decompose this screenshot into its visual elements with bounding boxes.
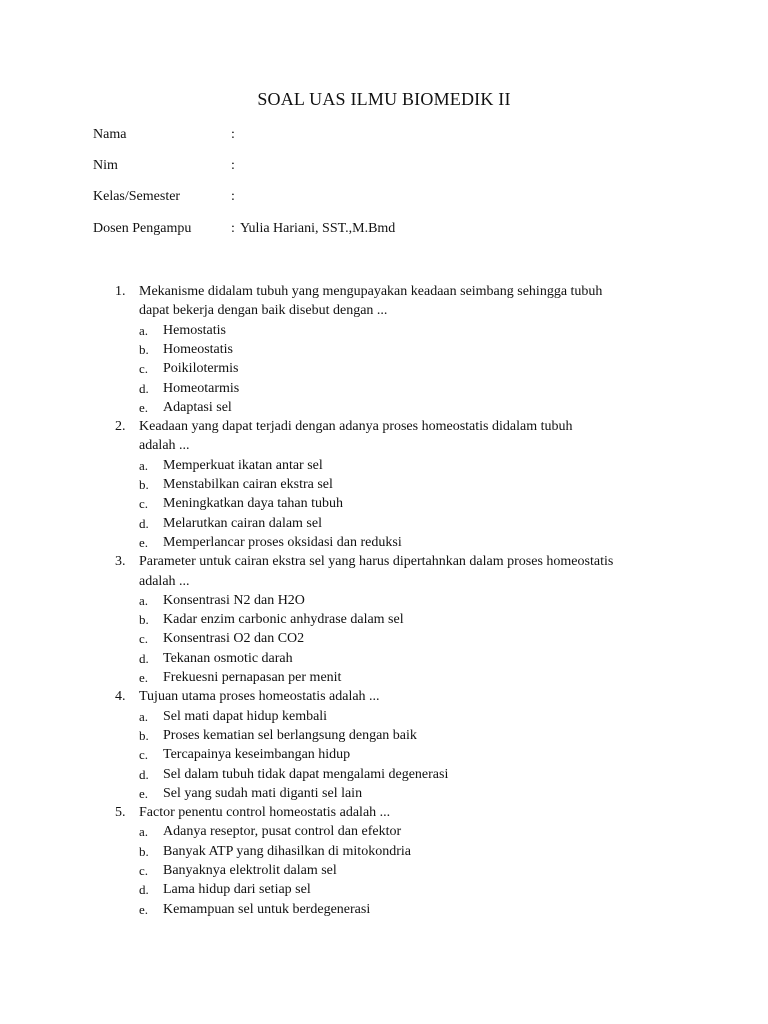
option-text: Memperkuat ikatan antar sel [163, 457, 323, 473]
question-number: 1. [115, 284, 126, 299]
option-letter: e. [139, 785, 149, 801]
option-letter: c. [139, 361, 149, 377]
option-letter: d. [139, 650, 149, 666]
question-line [0, 282, 768, 301]
option-text: Tekanan osmotic darah [163, 650, 293, 666]
question-text: Mekanisme didalam tubuh yang mengupayakan keadaan seimbang sehingga tubuh [139, 284, 603, 299]
option-letter: e. [139, 534, 149, 550]
option-letter: b. [139, 612, 149, 628]
option-text: Konsentrasi O2 dan CO2 [163, 631, 305, 647]
info-colon: : [231, 127, 235, 142]
answer-option [0, 591, 768, 610]
option-text: Sel yang sudah mati diganti sel lain [163, 785, 363, 801]
option-letter: e. [139, 670, 149, 685]
answer-option [0, 340, 768, 359]
question-number: 5. [115, 805, 126, 821]
question-text: adalah ... [139, 438, 190, 454]
answer-option [0, 842, 768, 861]
answer-option [0, 784, 768, 803]
question-line [0, 417, 768, 436]
option-text: Meningkatkan daya tahan tubuh [163, 496, 344, 512]
answer-option [0, 900, 768, 919]
option-text: Adaptasi sel [163, 399, 232, 415]
answer-option [0, 610, 768, 629]
answer-option [0, 861, 768, 880]
option-letter: a. [139, 592, 149, 608]
question-line [0, 572, 768, 591]
option-text: Frekuesni pernapasan per menit [163, 670, 342, 685]
option-letter: a. [139, 708, 149, 724]
answer-option [0, 629, 768, 648]
answer-option [0, 321, 768, 340]
option-letter: b. [139, 843, 149, 859]
option-text: Homeostatis [163, 341, 233, 357]
option-letter: c. [139, 631, 149, 647]
question-number: 2. [115, 419, 126, 435]
question-text: Parameter untuk cairan ekstra sel yang harus dipertahnkan dalam proses homeostatis [139, 554, 614, 570]
page-title: SOAL UAS ILMU BIOMEDIK II [257, 89, 511, 109]
question-number: 4. [115, 689, 126, 705]
question-text: Keadaan yang dapat terjadi dengan adanya proses homeostatis didalam tubuh [139, 419, 573, 435]
option-text: Tercapainya keseimbangan hidup [163, 747, 351, 763]
answer-option [0, 379, 768, 398]
question-text: Factor penentu control homeostatis adalah ... [139, 805, 391, 821]
option-letter: b. [139, 477, 149, 492]
info-label: Kelas/Semester [93, 189, 181, 204]
answer-option [0, 649, 768, 668]
answer-option [0, 745, 768, 764]
info-label: Nama [93, 127, 127, 142]
option-letter: a. [139, 457, 149, 473]
info-label: Dosen Pengampu [93, 221, 192, 236]
question-line [0, 803, 768, 822]
answer-option [0, 707, 768, 726]
option-text: Menstabilkan cairan ekstra sel [163, 477, 333, 492]
option-letter: d. [139, 380, 149, 396]
question-line [0, 552, 768, 571]
option-text: Proses kematian sel berlangsung dengan baik [163, 727, 417, 743]
answer-option [0, 456, 768, 475]
option-text: Melarutkan cairan dalam sel [163, 515, 322, 531]
option-text: Sel mati dapat hidup kembali [163, 708, 328, 724]
answer-option [0, 533, 768, 552]
option-letter: d. [139, 766, 149, 782]
answer-option [0, 668, 768, 687]
answer-option [0, 514, 768, 533]
option-text: Kadar enzim carbonic anhydrase dalam sel [163, 612, 404, 628]
option-letter: d. [139, 882, 149, 898]
answer-option [0, 822, 768, 841]
answer-option [0, 880, 768, 899]
option-letter: e. [139, 399, 149, 415]
question-number: 3. [115, 554, 126, 570]
option-text: Adanya reseptor, pusat control dan efektor [163, 824, 402, 840]
option-text: Sel dalam tubuh tidak dapat mengalami degenerasi [163, 766, 449, 782]
option-text: Konsentrasi N2 dan H2O [163, 592, 305, 608]
question-line [0, 687, 768, 706]
answer-option [0, 765, 768, 784]
question-line [0, 301, 768, 320]
option-text: Homeotarmis [163, 380, 240, 396]
option-letter: e. [139, 901, 149, 917]
option-letter: a. [139, 322, 149, 338]
option-text: Hemostatis [163, 322, 226, 338]
option-text: Banyaknya elektrolit dalam sel [163, 863, 337, 878]
answer-option [0, 359, 768, 378]
question-text: adalah ... [139, 573, 190, 589]
info-label: Nim [93, 158, 118, 173]
option-letter: c. [139, 747, 149, 763]
info-colon: : [231, 189, 235, 204]
option-text: Poikilotermis [163, 361, 239, 377]
option-letter: c. [139, 863, 149, 878]
option-text: Banyak ATP yang dihasilkan di mitokondria [163, 843, 411, 859]
option-letter: a. [139, 824, 149, 840]
question-line [0, 436, 768, 455]
info-value: Yulia Hariani, SST.,M.Bmd [240, 221, 396, 236]
answer-option [0, 726, 768, 745]
question-text: Tujuan utama proses homeostatis adalah ... [139, 689, 380, 705]
answer-option [0, 494, 768, 513]
info-colon: : [231, 158, 235, 173]
question-text: dapat bekerja dengan baik disebut dengan ... [139, 303, 388, 319]
option-letter: b. [139, 727, 149, 743]
answer-option [0, 475, 768, 494]
option-text: Lama hidup dari setiap sel [163, 882, 311, 898]
info-colon: : [231, 221, 235, 236]
option-letter: c. [139, 496, 149, 512]
option-letter: d. [139, 515, 149, 531]
option-text: Kemampuan sel untuk berdegenerasi [163, 901, 371, 917]
option-text: Memperlancar proses oksidasi dan reduksi [163, 534, 402, 550]
answer-option [0, 398, 768, 417]
option-letter: b. [139, 341, 149, 357]
